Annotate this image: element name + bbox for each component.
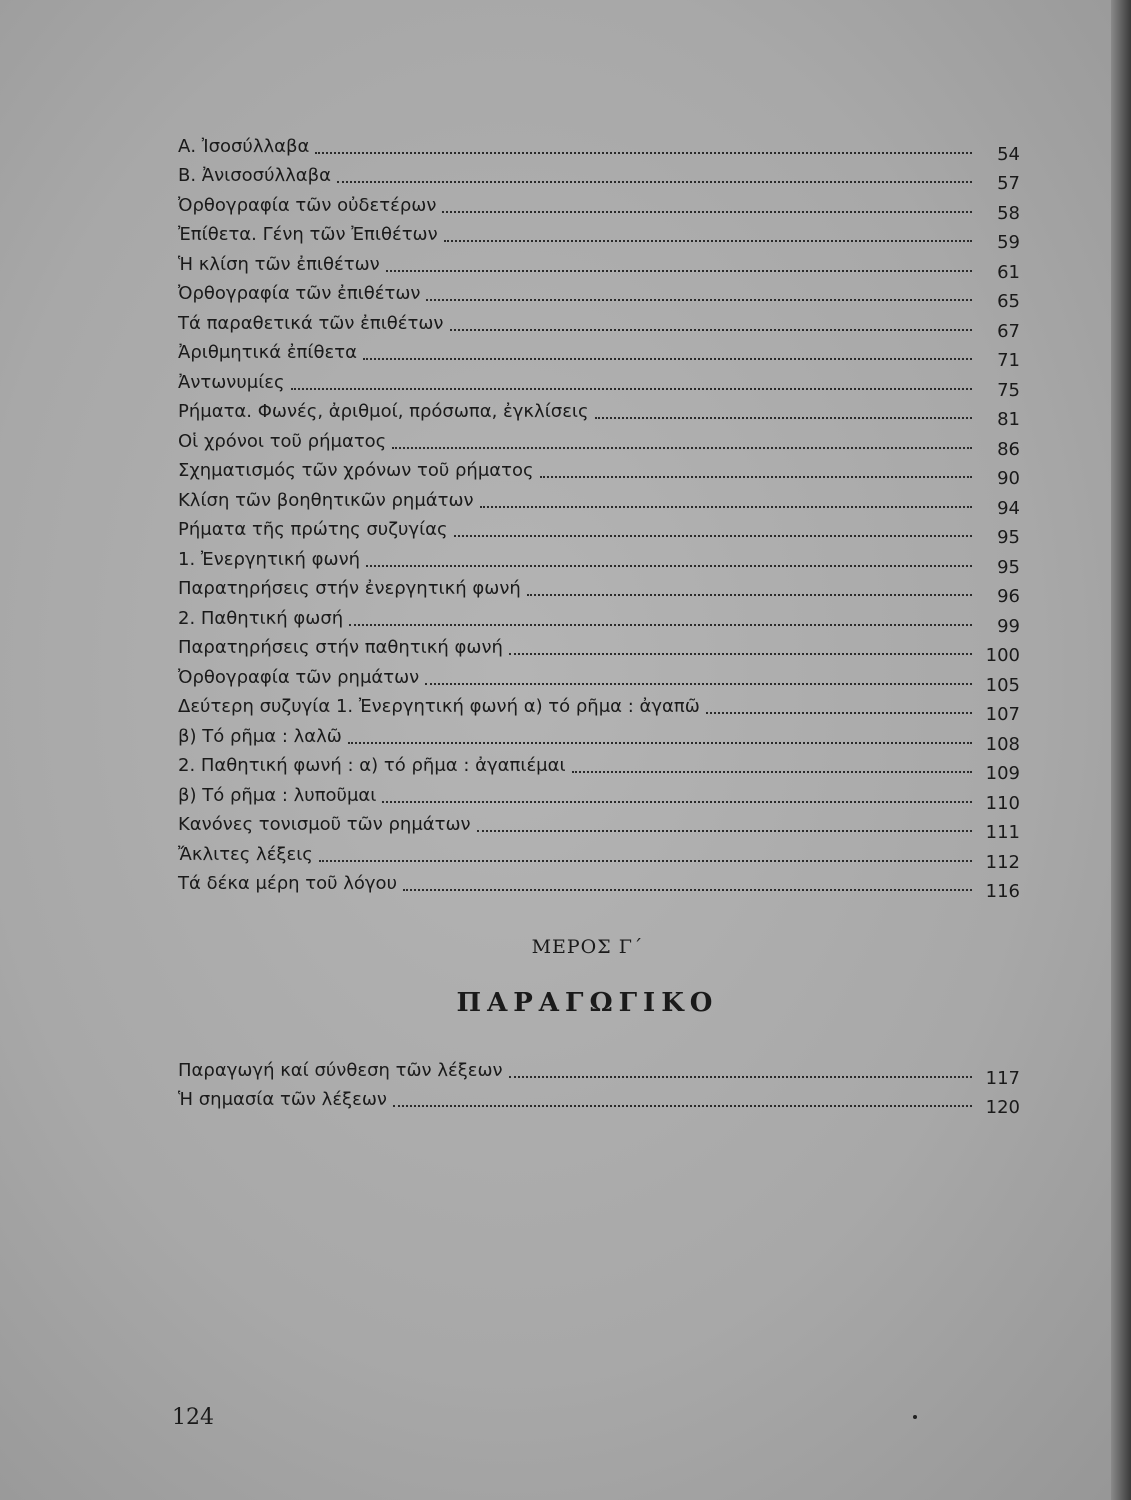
toc-entry-title: β) Τό ρῆμα : λυποῦμαι xyxy=(178,784,377,806)
toc-entry-title: Ἀντωνυμίες xyxy=(178,371,285,393)
toc-entry-page: 117 xyxy=(985,1067,1020,1089)
toc-dot-leader xyxy=(382,801,972,803)
toc-dot-leader xyxy=(706,712,972,714)
toc-entry-title: 1. Ἐνεργητική φωνή xyxy=(178,548,361,570)
toc-entry xyxy=(178,423,1020,460)
toc-entry-title: Ρήματα. Φωνές, ἀριθμοί, πρόσωπα, ἐγκλίσεις xyxy=(178,401,589,422)
toc-entry-title: Τά παραθετικά τῶν ἐπιθέτων xyxy=(178,312,444,334)
toc-entry xyxy=(178,187,1020,224)
toc-entry-page: 95 xyxy=(997,556,1020,578)
toc-entry-title: Ἡ κλίση τῶν ἐπιθέτων xyxy=(178,253,380,275)
toc-entry-title: 2. Παθητική φωνή : α) τό ρῆμα : ἀγαπιέμαι xyxy=(178,755,566,776)
toc-entry xyxy=(178,394,1020,430)
toc-entry-title: Παρατηρήσεις στήν παθητική φωνή xyxy=(178,637,503,658)
toc-dot-leader xyxy=(291,388,972,390)
toc-entry xyxy=(178,1082,1020,1118)
ink-dot xyxy=(913,1415,917,1419)
toc-dot-leader xyxy=(393,1105,972,1107)
toc-entry-page: 105 xyxy=(985,674,1020,696)
toc-entry-title: Σχηματισμός τῶν χρόνων τοῦ ρήματος xyxy=(178,460,534,481)
toc-entry-page: 94 xyxy=(997,497,1020,519)
toc-entry xyxy=(178,571,1020,607)
toc-dot-leader xyxy=(392,447,972,449)
toc-entry-page: 59 xyxy=(997,232,1020,253)
toc-entry xyxy=(178,807,1020,843)
toc-entry-page: 90 xyxy=(997,468,1020,489)
toc-dot-leader xyxy=(527,594,972,596)
toc-dot-leader xyxy=(595,417,972,419)
toc-dot-leader xyxy=(509,1076,972,1078)
toc-dot-leader xyxy=(572,771,972,773)
toc-entry-page: 65 xyxy=(997,291,1020,312)
toc-entry xyxy=(178,1052,1020,1089)
toc-dot-leader xyxy=(403,889,972,891)
toc-entry-title: Κανόνες τονισμοῦ τῶν ρημάτων xyxy=(178,814,471,835)
toc-entry-page: 112 xyxy=(985,851,1020,873)
toc-entry-page: 100 xyxy=(985,645,1020,666)
toc-dot-leader xyxy=(319,860,972,862)
toc-entry-title: Ὀρθογραφία τῶν ρημάτων xyxy=(178,666,420,688)
toc-entry-title: Ρήματα τῆς πρώτης συζυγίας xyxy=(178,519,448,540)
toc-entry xyxy=(178,748,1020,784)
toc-entry-title: Παραγωγή καί σύνθεση τῶν λέξεων xyxy=(178,1059,503,1081)
toc-entry xyxy=(178,659,1020,696)
toc-entry xyxy=(178,718,1020,755)
toc-dot-leader xyxy=(315,152,972,154)
toc-entry-page: 99 xyxy=(997,615,1020,637)
toc-entry-page: 110 xyxy=(985,792,1020,814)
toc-entry-title: 2. Παθητική φωσή xyxy=(178,607,344,629)
toc-entry-title: Κλίση τῶν βοηθητικῶν ρημάτων xyxy=(178,489,474,511)
table-of-contents-part-b xyxy=(178,128,1020,902)
toc-dot-leader xyxy=(450,329,973,331)
toc-entry xyxy=(178,630,1020,666)
toc-entry-title: Α. Ἰσοσύλλαβα xyxy=(178,135,310,157)
toc-entry-page: 61 xyxy=(997,261,1020,283)
toc-entry xyxy=(178,777,1020,814)
toc-entry-title: Τά δέκα μέρη τοῦ λόγου xyxy=(178,873,397,894)
toc-dot-leader xyxy=(509,653,972,655)
toc-entry-title: Β. Ἀνισοσύλλαβα xyxy=(178,165,332,186)
toc-dot-leader xyxy=(363,358,972,360)
section-title: ΠΑΡΑΓΩΓΙΚΟ xyxy=(456,988,719,1018)
toc-entry xyxy=(178,689,1020,725)
toc-entry xyxy=(178,866,1020,902)
toc-entry-title: Ἀριθμητικά ἐπίθετα xyxy=(178,342,357,363)
toc-entry-page: 54 xyxy=(997,143,1020,165)
part-label: ΜΕΡΟΣ Γ΄ xyxy=(531,936,644,958)
toc-entry-title: Ἡ σημασία τῶν λέξεων xyxy=(178,1089,387,1110)
toc-entry-title: Ἐπίθετα. Γένη τῶν Ἐπιθέτων xyxy=(178,224,438,245)
toc-dot-leader xyxy=(477,830,972,832)
toc-entry xyxy=(178,600,1020,637)
toc-entry-page: 108 xyxy=(985,733,1020,755)
toc-entry xyxy=(178,453,1020,489)
page-edge-shadow xyxy=(1111,0,1131,1500)
toc-entry xyxy=(178,541,1020,578)
toc-entry-title: Παρατηρήσεις στήν ἐνεργητική φωνή xyxy=(178,578,521,599)
toc-dot-leader xyxy=(442,211,972,213)
toc-entry xyxy=(178,217,1020,253)
toc-entry xyxy=(178,305,1020,342)
toc-entry-page: 95 xyxy=(997,527,1020,548)
toc-dot-leader xyxy=(349,624,972,626)
toc-entry-page: 81 xyxy=(997,409,1020,430)
toc-entry xyxy=(178,128,1020,165)
table-of-contents-part-c xyxy=(178,1052,1020,1118)
toc-entry-title: Ἄκλιτες λέξεις xyxy=(178,843,313,865)
toc-dot-leader xyxy=(454,535,972,537)
toc-entry-page: 107 xyxy=(985,704,1020,725)
toc-entry-page: 120 xyxy=(985,1097,1020,1118)
page-number: 124 xyxy=(172,1405,214,1430)
toc-entry-page: 86 xyxy=(997,438,1020,460)
toc-entry xyxy=(178,246,1020,283)
toc-dot-leader xyxy=(425,683,972,685)
toc-dot-leader xyxy=(480,506,972,508)
toc-entry-page: 109 xyxy=(985,763,1020,784)
toc-dot-leader xyxy=(337,181,972,183)
toc-dot-leader xyxy=(366,565,972,567)
toc-entry-title: Ὀρθογραφία τῶν οὐδετέρων xyxy=(178,194,437,216)
toc-dot-leader xyxy=(426,299,972,301)
toc-entry-page: 67 xyxy=(997,320,1020,342)
toc-dot-leader xyxy=(348,742,972,744)
toc-entry-title: Δεύτερη συζυγία 1. Ἐνεργητική φωνή α) τό ρῆμα : ἀγαπῶ xyxy=(178,696,700,717)
toc-dot-leader xyxy=(540,476,972,478)
toc-entry xyxy=(178,335,1020,371)
toc-entry-page: 116 xyxy=(985,881,1020,902)
toc-entry-page: 75 xyxy=(997,379,1020,401)
toc-dot-leader xyxy=(444,240,972,242)
toc-entry-page: 71 xyxy=(997,350,1020,371)
toc-entry-title: Οἱ χρόνοι τοῦ ρήματος xyxy=(178,430,387,452)
toc-entry-title: Ὀρθογραφία τῶν ἐπιθέτων xyxy=(178,283,421,304)
toc-entry xyxy=(178,512,1020,548)
toc-dot-leader xyxy=(386,270,972,272)
toc-entry xyxy=(178,276,1020,312)
toc-entry-page: 58 xyxy=(997,202,1020,224)
toc-entry xyxy=(178,364,1020,401)
toc-entry-title: β) Τό ρῆμα : λαλῶ xyxy=(178,725,342,747)
toc-entry xyxy=(178,482,1020,519)
toc-entry-page: 111 xyxy=(985,822,1020,843)
toc-entry xyxy=(178,836,1020,873)
toc-entry-page: 96 xyxy=(997,586,1020,607)
toc-entry-page: 57 xyxy=(997,173,1020,194)
toc-entry xyxy=(178,158,1020,194)
